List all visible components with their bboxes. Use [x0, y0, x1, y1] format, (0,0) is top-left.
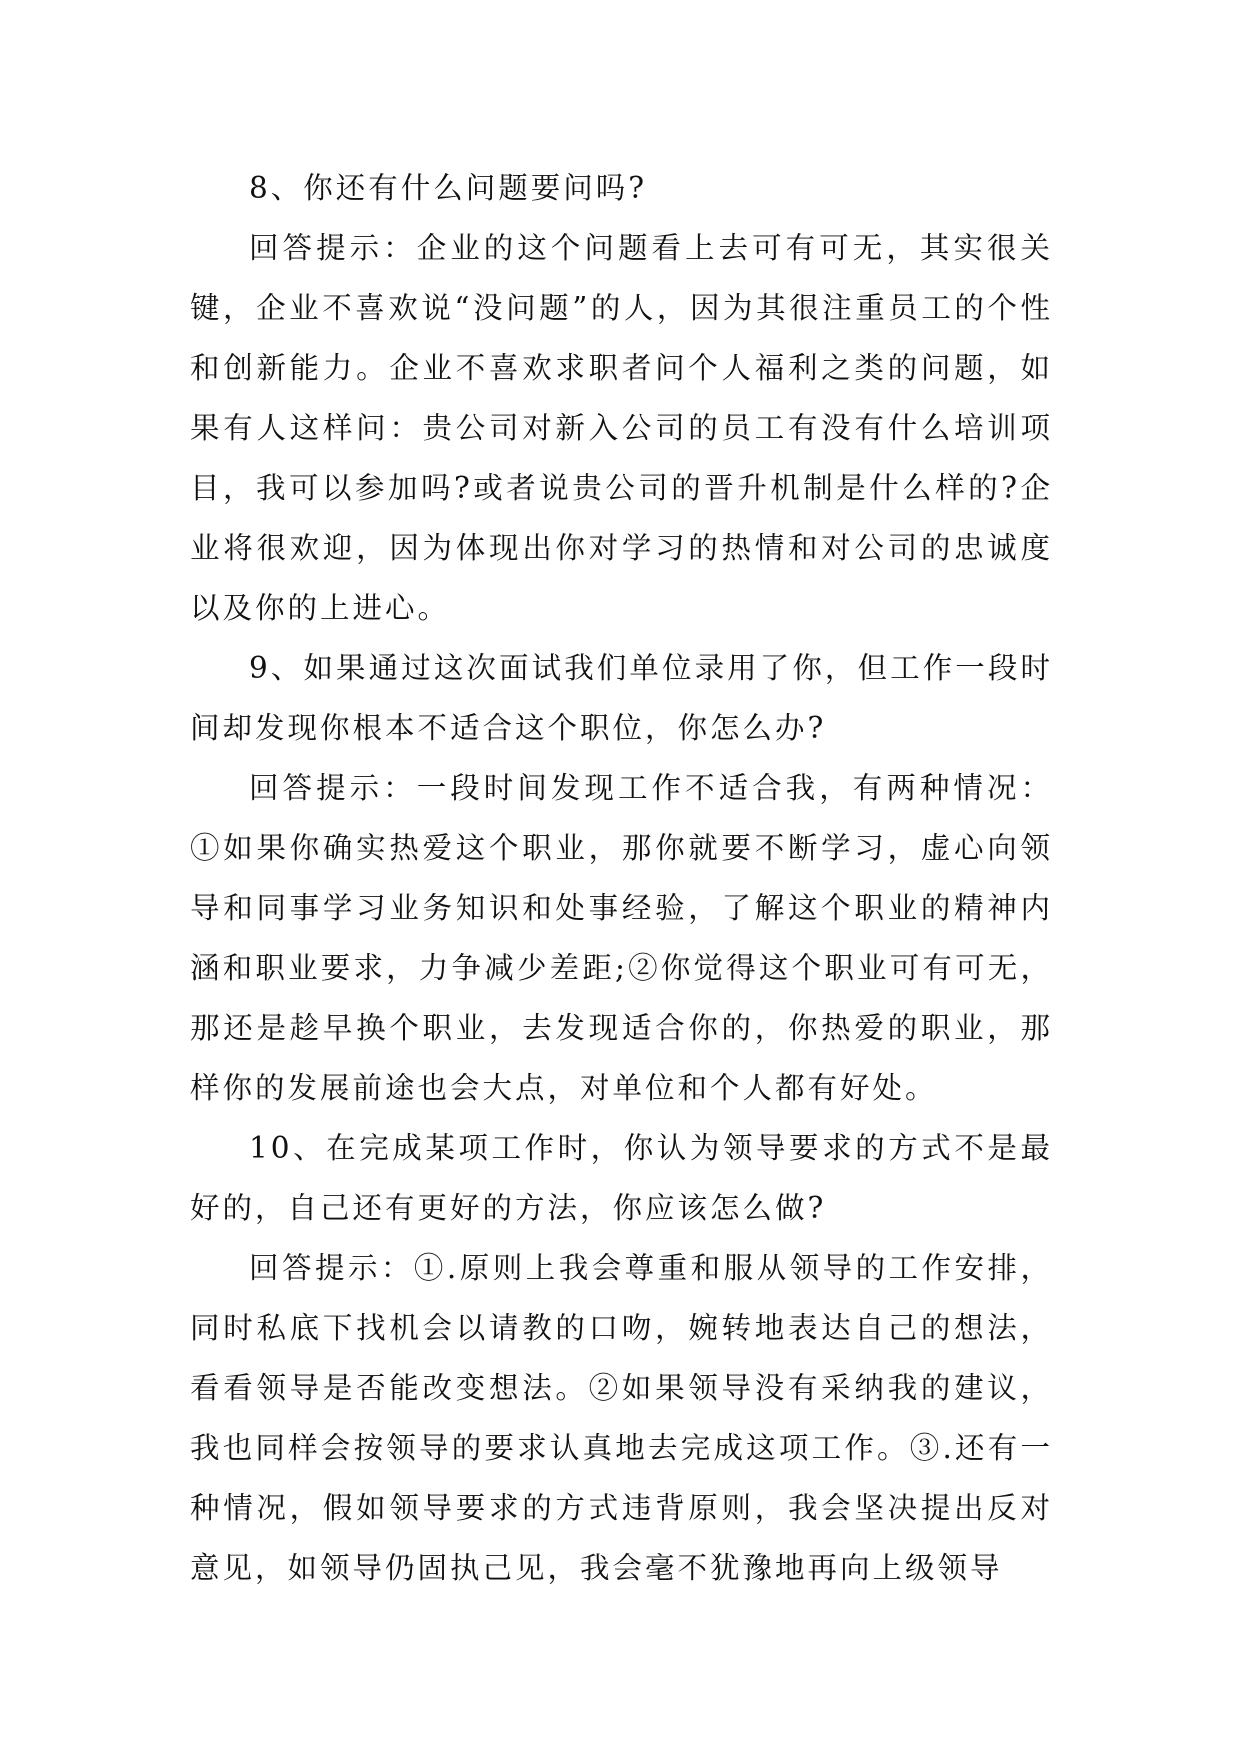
answer-hint-8: 回答提示：企业的这个问题看上去可有可无，其实很关键，企业不喜欢说“没问题”的人，因为其很注重员工的个性和创新能力。企业不喜欢求职者问个人福利之类的问题，如果有人这样问：贵公司对新入公司的员工有没有什么培训项目，我可以参加吗?或者说贵公司的晋升机制是什么样的?企业将很欢迎，因为体现出你对学习的热情和对公司的忠诚度以及你的上进心。 [190, 231, 1053, 625]
answer-hint-10: 回答提示：①.原则上我会尊重和服从领导的工作安排，同时私底下找机会以请教的口吻，婉转地表达自己的想法，看看领导是否能改变想法。②如果领导没有采纳我的建议，我也同样会按领导的要求认真地去完成这项工作。③.还有一种情况，假如领导要求的方式违背原则，我会坚决提出反对意见，如领导仍固执己见，我会毫不犹豫地再向上级领导 [190, 1251, 1053, 1585]
question-10: 10、在完成某项工作时，你认为领导要求的方式不是最好的，自己还有更好的方法，你应该怎么做? [190, 1131, 1053, 1225]
question-9: 9、如果通过这次面试我们单位录用了你，但工作一段时间却发现你根本不适合这个职位，你怎么办? [190, 651, 1053, 745]
document-body [190, 158, 1053, 1598]
answer-hint-9: 回答提示：一段时间发现工作不适合我，有两种情况：①如果你确实热爱这个职业，那你就要不断学习，虚心向领导和同事学习业务知识和处事经验，了解这个职业的精神内涵和职业要求，力争减少差距;②你觉得这个职业可有可无，那还是趁早换个职业，去发现适合你的，你热爱的职业，那样你的发展前途也会大点，对单位和个人都有好处。 [190, 771, 1053, 1105]
question-8: 8、你还有什么问题要问吗? [249, 171, 648, 205]
